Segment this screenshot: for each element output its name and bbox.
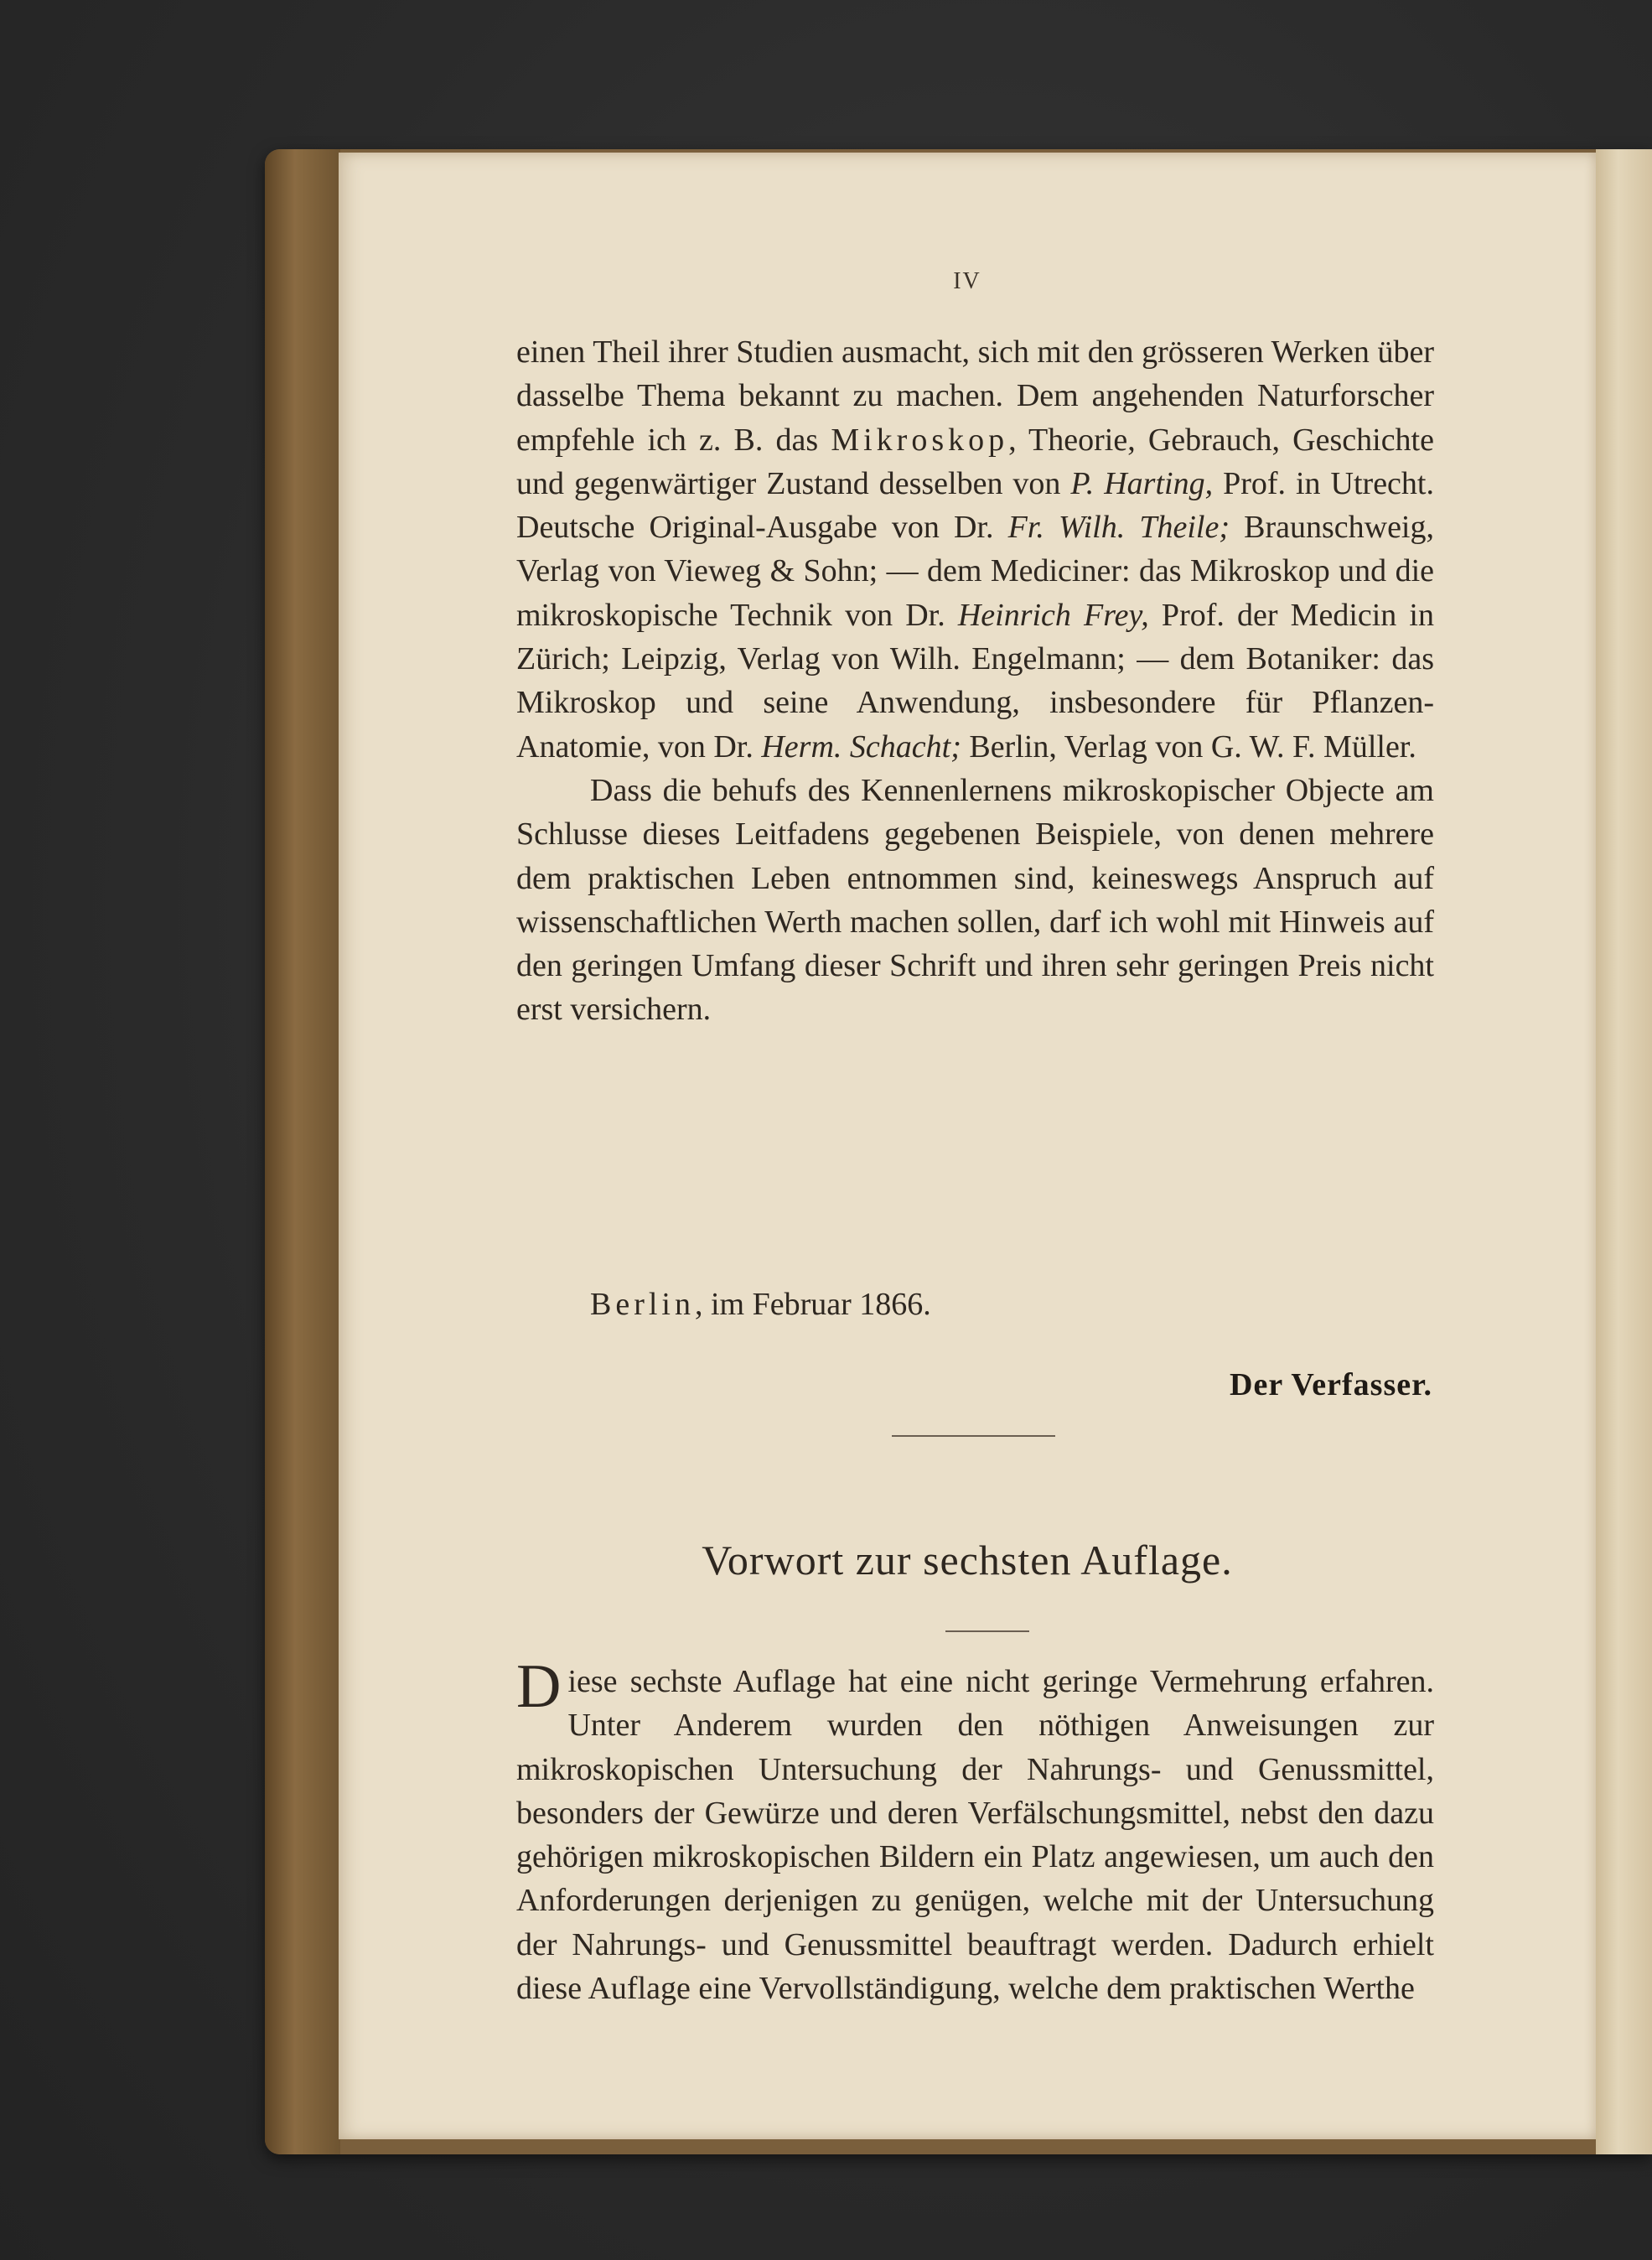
author-frey: Heinrich Frey,	[957, 597, 1149, 633]
text-run: Berlin, Verlag von G. W. F. Müller.	[961, 728, 1416, 765]
section-heading: Vorwort zur sechsten Auflage.	[702, 1537, 1233, 1584]
author-harting: P. Harting,	[1070, 465, 1214, 501]
facing-page-edge	[1596, 149, 1652, 2154]
book-page	[339, 153, 1596, 2139]
place-city: Berlin	[590, 1287, 695, 1322]
page-number: IV	[953, 268, 981, 294]
paragraph-sixth-edition	[516, 1652, 1434, 2010]
paragraph-text: iese sechste Auflage hat eine nicht geringe Vermehrung erfahren. Unter Anderem wurden den nöthigen Anweisungen zur mikroskopischen Untersuchung der Nahrungs- und Genussmittel, besonders der Gewürze und deren Verfälschungsmittel, nebst den dazu gehörigen mikroskopischen Bildern ein Platz angewiesen, um auch den Anforderungen derjenigen zu genügen, welche mit der Untersuchung der Nahrungs- und Genussmittel beauftragt werden. Dadurch erhielt diese Auflage eine Vervollständigung, welche dem praktischen Werthe	[516, 1664, 1434, 2007]
author-schacht: Herm. Schacht;	[761, 728, 961, 765]
paragraph-recommendations	[516, 330, 1434, 769]
text-run: Braunschweig, Verlag von Vieweg & Sohn; — dem Mediciner: das Mikroskop und die mikroskopische Technik von Dr.	[516, 510, 1434, 633]
text-run: , Theorie, Gebrauch, Geschichte und gegenwärtiger Zustand desselben von	[516, 422, 1434, 501]
drop-cap: D	[516, 1652, 562, 1721]
text-run: einen Theil ihrer Studien ausmacht, sich mit den grösseren Werken über dasselbe Thema bekannt zu machen. Dem angehenden Naturforscher empfehle ich z. B. das	[516, 334, 1434, 458]
author-signature: Der Verfasser.	[1230, 1367, 1432, 1402]
section-divider	[892, 1435, 1055, 1437]
date: , im Februar 1866.	[694, 1287, 931, 1322]
book-spine-edge	[265, 149, 340, 2154]
text-run: Prof. in Utrecht. Deutsche Original-Ausgabe von Dr.	[516, 465, 1434, 546]
sixth-edition-preface	[516, 1652, 1434, 2010]
author-theile: Fr. Wilh. Theile;	[1007, 510, 1230, 546]
paragraph-examples: Dass die behufs des Kennenlernens mikroskopischer Objecte am Schlusse dieses Leitfadens gegebenen Beispiele, von denen mehrere dem praktischen Leben entnommen sind, keineswegs Anspruch auf wissenschaftlichen Werth machen sollen, darf ich wohl mit Hinweis auf den geringen Umfang dieser Schrift und ihren sehr geringen Preis nicht erst versichern.	[516, 772, 1434, 1028]
text-run: Prof. der Medicin in Zürich; Leipzig, Verlag von Wilh. Engelmann; — dem Botaniker: das Mikroskop und seine Anwendung, insbesondere für Pflanzen-Anatomie, von Dr.	[516, 597, 1434, 765]
text-run-spaced: Mikroskop	[831, 422, 1009, 458]
place-and-date	[590, 1286, 931, 1323]
preface-continuation	[516, 330, 1434, 1032]
heading-divider	[945, 1630, 1029, 1632]
